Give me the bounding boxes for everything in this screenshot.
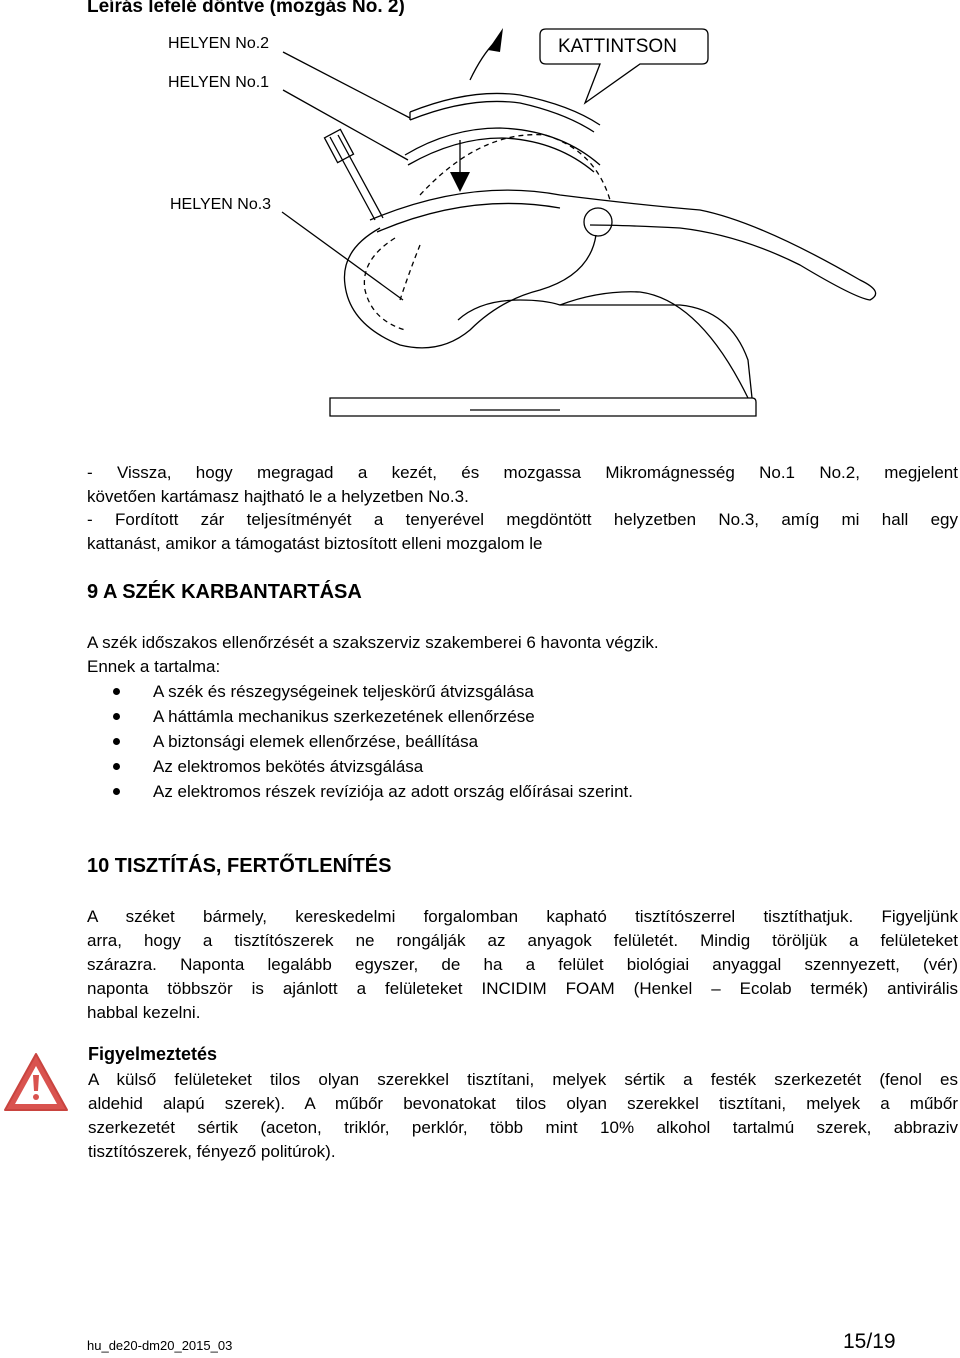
bullet-icon — [113, 713, 120, 720]
bullet-icon — [113, 688, 120, 695]
page-title: Leírás lefelé döntve (mozgás No. 2) — [87, 0, 405, 17]
callout-click-label: KATTINTSON — [558, 36, 677, 57]
text-line: A külső felületeket tilos olyan szerekkel tisztítani, melyek sértik a festék szerkezetét (fenol es — [88, 1070, 958, 1089]
page-number: 15/19 — [843, 1330, 896, 1353]
text-line: szárazra. Naponta legalább egyszer, de ha a felület biológiai anyaggal szennyezett, (vér) — [87, 955, 958, 974]
label-position-3: HELYEN No.3 — [170, 196, 272, 213]
text-line: - Fordított zár teljesítményét a tenyerével megdöntött helyzetben No.3, amíg mi hall egy — [87, 510, 958, 529]
text-line: - Vissza, hogy megragad a kezét, és mozgassa Mikromágnesség No.1 No.2, megjelent — [87, 463, 958, 482]
chair-diagram — [0, 0, 960, 440]
instruction-step-2 — [87, 508, 958, 556]
list-item: A háttámla mechanikus szerkezetének ellenőrzése — [113, 704, 633, 729]
text-line: követően kartámasz hajtható le a helyzetben No.3. — [87, 487, 469, 506]
instruction-step-1 — [87, 461, 958, 509]
list-item: Az elektromos bekötés átvizsgálása — [113, 754, 633, 779]
warning-triangle-icon — [2, 1050, 70, 1114]
text-line: naponta többször is ajánlott a felületeket INCIDIM FOAM (Henkel – Ecolab termék) antivirális — [87, 979, 958, 998]
section-9-contents-label: Ennek a tartalma: — [87, 657, 221, 676]
leader-line-no3 — [282, 212, 403, 300]
text-line: arra, hogy a tisztítószerek ne rongálják az anyagok felületét. Mindig töröljük a felületeket — [87, 931, 958, 950]
arrow-down-icon — [450, 172, 470, 192]
list-item: A biztonsági elemek ellenőrzése, beállítása — [113, 729, 633, 754]
warning-body — [88, 1068, 958, 1164]
arrow-up-icon — [488, 28, 503, 52]
text-line: kattanást, amikor a támogatást biztosított elleni mozgalom le — [87, 534, 543, 553]
bullet-icon — [113, 788, 120, 795]
text-line: habbal kezelni. — [87, 1003, 201, 1022]
section-10-body — [87, 905, 958, 1025]
bullet-icon — [113, 763, 120, 770]
document-code: hu_de20-dm20_2015_03 — [87, 1338, 233, 1353]
leader-line-no2 — [283, 52, 410, 118]
text-line: tisztítószerek, fényező politúrok). — [88, 1142, 336, 1161]
list-item: A szék és részegységeinek teljeskörű átvizsgálása — [113, 679, 633, 704]
text-line: A széket bármely, kereskedelmi forgalomban kapható tisztítószerrel tisztíthatjuk. Figyeljünk — [87, 907, 958, 926]
label-position-2: HELYEN No.2 — [168, 35, 270, 52]
bullet-icon — [113, 738, 120, 745]
text-line: aldehid alapú szerek). A műbőr bevonatokat tilos olyan szerekkel tisztítani, melyek a műbőr — [88, 1094, 958, 1113]
section-9-title: 9 A SZÉK KARBANTARTÁSA — [87, 581, 362, 603]
label-position-1: HELYEN No.1 — [168, 74, 270, 91]
section-9-intro: A szék időszakos ellenőrzését a szakszerviz szakemberei 6 havonta végzik. — [87, 633, 659, 652]
maintenance-list — [113, 679, 633, 804]
text-line: szerkezetét sértik (aceton, triklór, perklór, több mint 10% alkohol tartalmú szerek, abbraziv — [88, 1118, 958, 1137]
list-item: Az elektromos részek revíziója az adott ország előírásai szerint. — [113, 779, 633, 804]
warning-title: Figyelmeztetés — [88, 1044, 218, 1064]
section-10-title: 10 TISZTÍTÁS, FERTŐTLENÍTÉS — [87, 855, 392, 877]
